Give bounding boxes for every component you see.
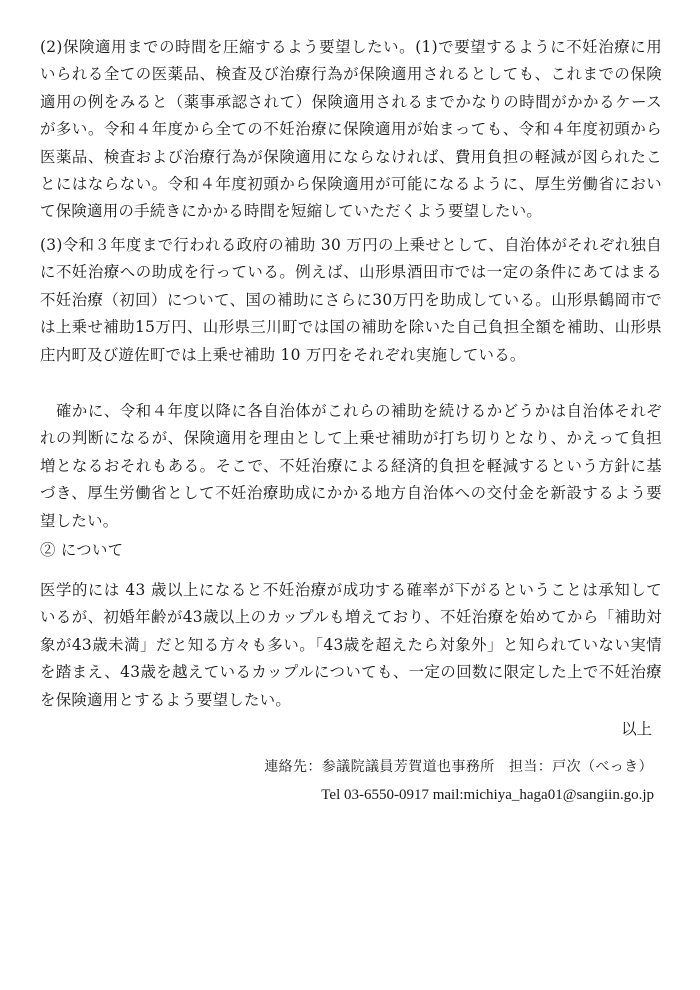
contact-tel-mail: Tel 03-6550-0917 mail:michiya_haga01@sangiin.go.jp xyxy=(321,787,654,803)
closing-mark: 以上 xyxy=(621,720,652,738)
paragraph-municipal-subsidy: (3)令和３年度まで行われる政府の補助 30 万円の上乗せとして、自治体がそれぞれ独自に不妊治療への助成を行っている。例えば、山形県酒田市では一定の条件にあてはまる不妊治療（初回）について、国の補助にさらに30万円を助成している。山形県鶴岡市では上乗せ補助15万円、山形県三川町では国の補助を除いた自己負担全額を補助、山形県庄内町及び遊佐町では上乗せ補助 10 万円をそれぞれ実施している。 xyxy=(40,236,662,364)
section-heading: ② について xyxy=(40,541,124,559)
paragraph-insurance-timing: (2)保険適用までの時間を圧縮するよう要望したい。(1)で要望するように不妊治療に用いられる全ての医薬品、検査及び治療行為が保険適用されるとしても、これまでの保険適用の例をみると（薬事承認されて）保険適用されるまでかなりの時間がかかるケースが多い。令和４年度から全ての不妊治療に保険適用が始まっても、令和４年度初頭から医薬品、検査および治療行為が保険適用にならなければ、費用負担の軽減が図られたことにはならない。令和４年度初頭から保険適用が可能になるように、厚生労働省において保険適用の手続きにかかる時間を短縮していただくよう要望したい。 xyxy=(40,38,662,221)
paragraph-subsidy-continuation: 確かに、令和４年度以降に各自治体がこれらの補助を続けるかどうかは自治体それぞれの判断になるが、保険適用を理由として上乗せ補助が打ち切りとなり、かえって負担増となるおそれもある。そこで、不妊治療による経済的負担を軽減するという方針に基づき、厚生労働省として不妊治療助成にかかる地方自治体への交付金を新設するよう要望したい。 xyxy=(40,402,662,530)
paragraph-age-limit: 医学的には 43 歳以上になると不妊治療が成功する確率が下がるということは承知しているが、初婚年齢が43歳以上のカップルも増えており、不妊治療を始めてから「補助対象が43歳未満」だと知る方々も多い。「43歳を超えたら対象外」と知られていない実情を踏まえ、43歳を越えているカップルについても、一定の回数に限定した上で不妊治療を保険適用とするよう要望したい。 xyxy=(40,581,662,709)
contact-line: 連絡先：参議院議員芳賀道也事務所 担当：戸次（べっき） xyxy=(264,759,653,775)
